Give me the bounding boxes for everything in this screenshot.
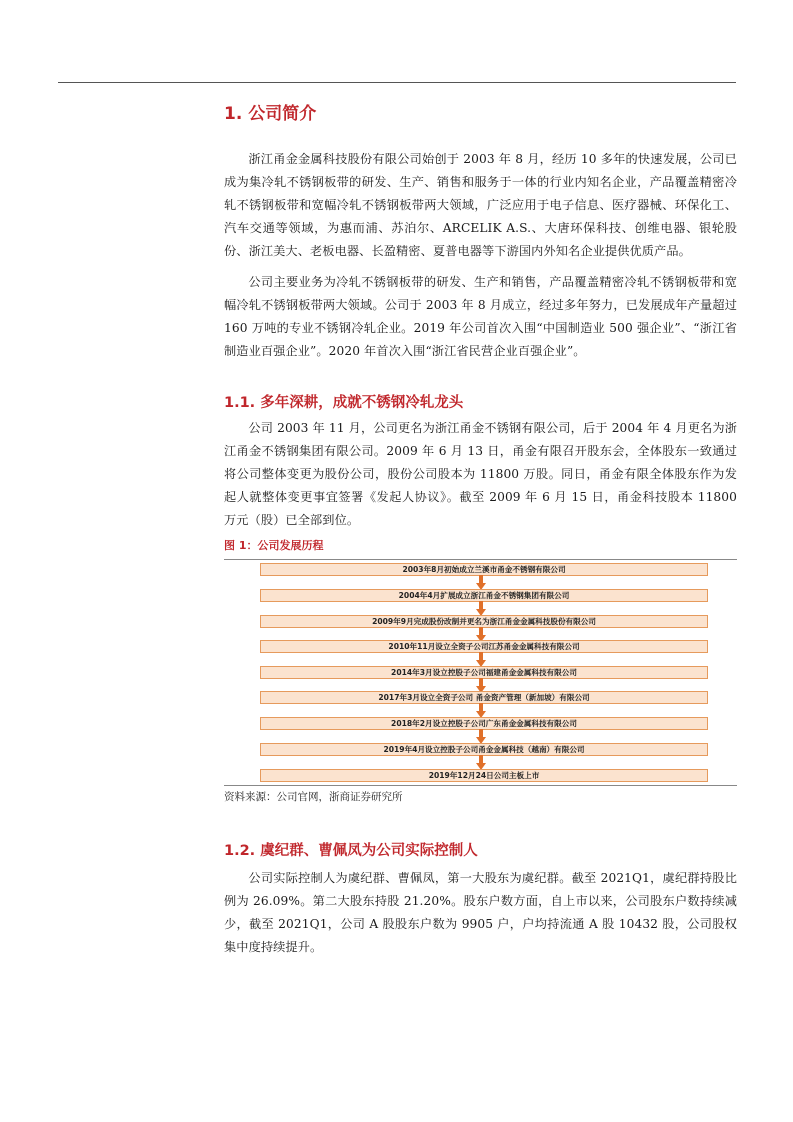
section-1-paragraph-1: 浙江甬金金属科技股份有限公司始创于 2003 年 8 月，经历 10 多年的快速发展，公司已成为集冷轧不锈钢板带的研发、生产、销售和服务于一体的行业内知名企业，产品覆盖精密冷轧不锈钢板带和宽幅冷轧不锈钢板带两大领域，广泛应用于电子信息、医疗器械、环保化工、汽车交通等领域，为惠而浦、苏泊尔、ARCELIK A.S.、大唐环保科技、创维电器、银轮股份、浙江美大、老板电器、长盈精密、夏普电器等下游国内外知名企业提供优质产品。 <box>224 152 737 258</box>
figure-1-title: 图 1：公司发展历程 <box>224 539 324 552</box>
down-arrow-icon <box>476 575 486 590</box>
down-arrow-icon <box>476 703 486 718</box>
section-1-2-heading: 1.2. 虞纪群、曹佩凤为公司实际控制人 <box>224 843 478 859</box>
down-arrow-icon <box>476 652 486 667</box>
timeline-step-6: 2017年3月设立全资子公司 甬金资产管理（新加坡）有限公司 <box>260 691 708 704</box>
header-rule <box>58 82 736 83</box>
timeline-figure <box>224 559 737 786</box>
timeline-step-5: 2014年3月设立控股子公司福建甬金金属科技有限公司 <box>260 666 708 679</box>
figure-source: 资料来源：公司官网，浙商证券研究所 <box>224 791 403 803</box>
timeline-step-3: 2009年9月完成股份改制并更名为浙江甬金金属科技股份有限公司 <box>260 615 708 628</box>
section-1-2-paragraph: 公司实际控制人为虞纪群、曹佩凤，第一大股东为虞纪群。截至 2021Q1，虞纪群持股比例为 26.09%。第二大股东持股 21.20%。股东户数方面，自上市以来，公司股东户数持续减少，截至 2021Q1，公司 A 股股东户数为 9905 户，户均持流通 A 股 10432 股，公司股权集中度持续提升。 <box>224 871 737 954</box>
section-1-1-paragraph: 公司 2003 年 11 月，公司更名为浙江甬金不锈钢有限公司，后于 2004 年 4 月更名为浙江甬金不锈钢集团有限公司。2009 年 6 月 13 日，甬金有限召开股东会，全体股东一致通过将公司整体变更为股份公司，股份公司股本为 11800 万股。同日，甬金有限全体股东作为发起人就整体变更事宜签署《发起人协议》。截至 2009 年 6 月 15 日，甬金科技股本 11800 万元（股）已全部到位。 <box>224 421 737 527</box>
down-arrow-icon <box>476 755 486 770</box>
timeline-step-7: 2018年2月设立控股子公司广东甬金金属科技有限公司 <box>260 717 708 730</box>
timeline-step-1: 2003年8月初始成立兰溪市甬金不锈钢有限公司 <box>260 563 708 576</box>
timeline-step-4: 2010年11月设立全资子公司江苏甬金金属科技有限公司 <box>260 640 708 653</box>
section-1-1-heading: 1.1. 多年深耕，成就不锈钢冷轧龙头 <box>224 395 464 411</box>
timeline-step-8: 2019年4月设立控股子公司甬金金属科技（越南）有限公司 <box>260 743 708 756</box>
section-1-paragraph-2: 公司主要业务为冷轧不锈钢板带的研发、生产和销售，产品覆盖精密冷轧不锈钢板带和宽幅冷轧不锈钢板带两大领域。公司于 2003 年 8 月成立，经过多年努力，已发展成年产量超过 160 万吨的专业不锈钢冷轧企业。2019 年公司首次入围“中国制造业 500 强企业”、“浙江省制造业百强企业”。2020 年首次入围“浙江省民营企业百强企业”。 <box>224 275 737 358</box>
timeline-step-9: 2019年12月24日公司主板上市 <box>260 769 708 782</box>
timeline-step-2: 2004年4月扩展成立浙江甬金不锈钢集团有限公司 <box>260 589 708 602</box>
section-1-heading: 1. 公司简介 <box>224 104 317 124</box>
down-arrow-icon <box>476 729 486 744</box>
down-arrow-icon <box>476 601 486 616</box>
document-body <box>224 100 737 959</box>
